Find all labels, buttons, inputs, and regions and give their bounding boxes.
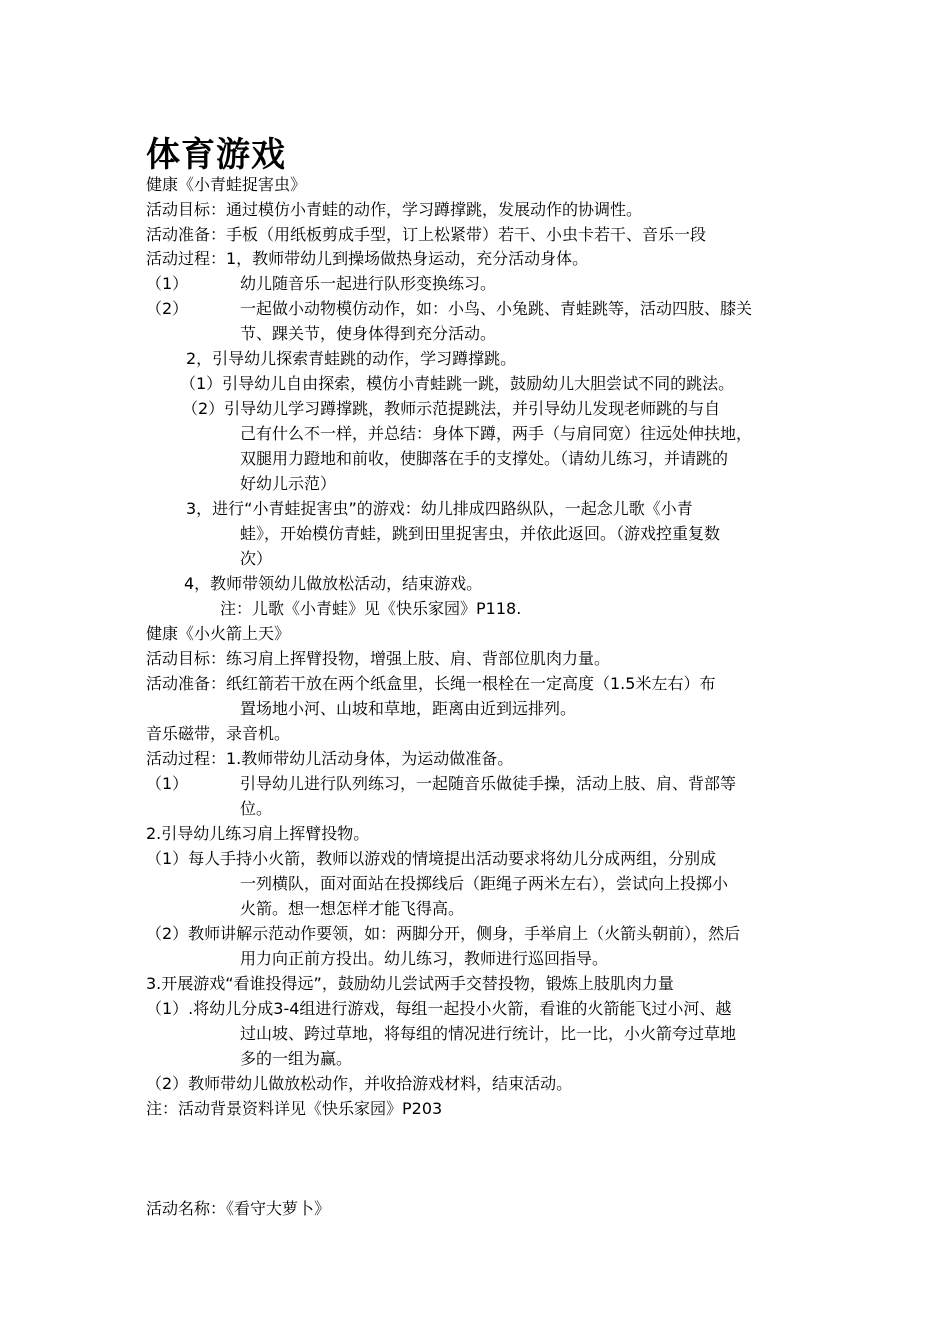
section2-step2-sub2-line1: （2）教师讲解示范动作要领，如：两脚分开，侧身，手举肩上（火箭头朝前），然后 [146,924,741,943]
section1-step2-sub1: （1）引导幼儿自由探索，模仿小青蛙跳一跳，鼓励幼儿大胆尝试不同的跳法。 [180,374,735,393]
section2-step3-sub1-line1: （1）.将幼儿分成3-4组进行游戏，每组一起投小火箭，看谁的火箭能飞过小河、越 [146,999,732,1018]
section2-prep-line1: 活动准备：纸红箭若干放在两个纸盒里，长绳一根栓在一定高度（1.5米左右）布 [146,674,716,693]
section1-item1-text: 幼儿随音乐一起进行队形变换练习。 [240,274,497,293]
section2-step2-sub1-line2: 一列横队，面对面站在投掷线后（距绳子两米左右），尝试向上投掷小 [240,874,729,893]
section2-step2-sub2-line2: 用力向正前方投出。幼儿练习，教师进行巡回指导。 [240,949,609,968]
section1-heading: 健康《小青蛙捉害虫》 [146,175,307,194]
section1-step4: 4，教师带领幼儿做放松活动，结束游戏。 [184,574,483,593]
section1-step2: 2，引导幼儿探索青蛙跳的动作，学习蹲撑跳。 [186,349,517,368]
section1-item2-line1: 一起做小动物模仿动作，如：小鸟、小兔跳、青蛙跳等，活动四肢、膝关 [240,299,753,318]
section1-step2-sub2-line3: 双腿用力蹬地和前收，使脚落在手的支撑处。（请幼儿练习，并请跳的 [240,449,729,468]
section2-item1-line1: 引导幼儿进行队列练习，一起随音乐做徒手操，活动上肢、肩、背部等 [240,774,737,793]
section2-prep-line2: 置场地小河、山坡和草地，距离由近到远排列。 [240,699,577,718]
section2-step3-sub1-line3: 多的一组为赢。 [240,1049,353,1068]
section2-music: 音乐磁带，录音机。 [146,724,291,743]
section1-process: 活动过程：1，教师带幼儿到操场做热身运动，充分活动身体。 [146,249,589,268]
section1-note: 注：儿歌《小青蛙》见《快乐家园》P118. [220,599,522,618]
section2-step2: 2.引导幼儿练习肩上挥臂投物。 [146,824,370,843]
section3-activity-name: 活动名称：《看守大萝卜》 [146,1199,331,1218]
section1-item2-line2: 节、踝关节，使身体得到充分活动。 [240,324,497,343]
section1-prep: 活动准备：手板（用纸板剪成手型，订上松紧带）若干、小虫卡若干、音乐一段 [146,225,707,244]
section2-step2-sub1-line3: 火箭。想一想怎样才能飞得高。 [240,899,465,918]
page-title: 体育游戏 [146,135,286,175]
section1-item2-number: （2） [146,299,189,318]
section1-step3-line2: 蛙》，开始模仿青蛙，跳到田里捉害虫，并依此返回。（游戏控重复数 [240,524,721,543]
section1-goal: 活动目标：通过模仿小青蛙的动作，学习蹲撑跳，发展动作的协调性。 [146,200,643,219]
section1-step3-line1: 3，进行“小青蛙捉害虫”的游戏：幼儿排成四路纵队，一起念儿歌《小青 [186,499,693,518]
section1-step2-sub2-line2: 己有什么不一样，并总结：身体下蹲，两手（与肩同宽）往远处伸扶地， [240,424,753,443]
section1-item1-number: （1） [146,274,189,293]
section2-heading: 健康《小火箭上天》 [146,624,291,643]
section2-process: 活动过程：1.教师带幼儿活动身体，为运动做准备。 [146,749,514,768]
section2-goal: 活动目标：练习肩上挥臂投物，增强上肢、肩、背部位肌肉力量。 [146,649,611,668]
section2-note: 注：活动背景资料详见《快乐家园》P203 [146,1099,443,1118]
section2-step3-sub2: （2）教师带幼儿做放松动作，并收拾游戏材料，结束活动。 [146,1074,573,1093]
section2-item1-line2: 位。 [240,799,273,818]
section2-step3: 3.开展游戏“看谁投得远”，鼓励幼儿尝试两手交替投物，锻炼上肢肌肉力量 [146,974,674,993]
section2-step2-sub1-line1: （1）每人手持小火箭，教师以游戏的情境提出活动要求将幼儿分成两组，分别成 [146,849,717,868]
section1-step2-sub2-line4: 好幼儿示范） [240,474,337,493]
section2-step3-sub1-line2: 过山坡、跨过草地，将每组的情况进行统计，比一比，小火箭夸过草地 [240,1024,737,1043]
section1-step2-sub2-line1: （2）引导幼儿学习蹲撑跳，教师示范提跳法，并引导幼儿发现老师跳的与自 [182,399,721,418]
section2-item1-number: （1） [146,774,189,793]
section1-step3-line3: 次） [240,549,273,568]
